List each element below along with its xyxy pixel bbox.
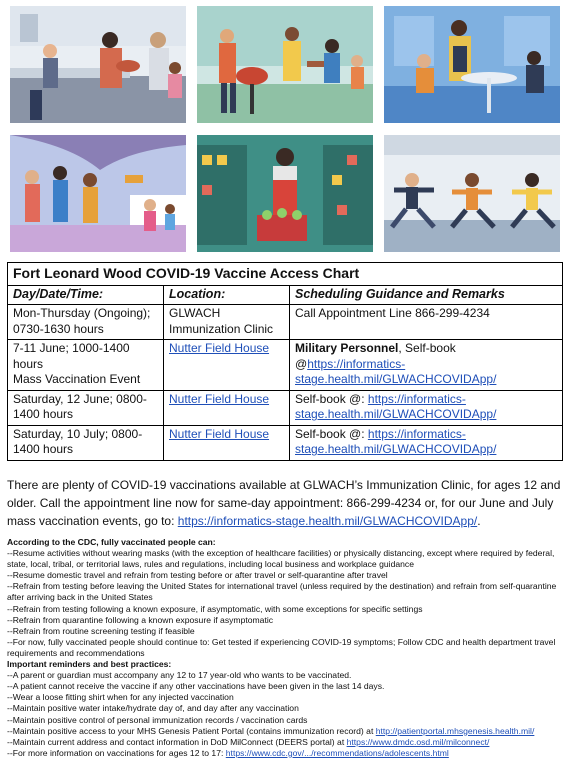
row-location: GLWACH Immunization Clinic <box>164 305 290 340</box>
table-title: Fort Leonard Wood COVID-19 Vaccine Access Chart <box>8 263 563 286</box>
reminder-item <box>7 726 567 737</box>
reminder-text: --Maintain positive water intake/hydrate day of, and day after any vaccination <box>7 703 299 714</box>
cdc-item: --For now, fully vaccinated people should continue to: Get tested if experiencing COVID-19 symptoms; Follow CDC and health department travel requirements and recommendations <box>7 636 556 658</box>
family-cooking-illustration <box>10 6 186 123</box>
location-link[interactable]: Nutter Field House <box>169 426 270 441</box>
neighborhood-party-illustration <box>10 135 186 252</box>
cdc-item: --Resume activities without wearing masks (with the exception of healthcare facilities) or physically distancing, except where required by federal, state, local, tribal, or territorial laws, rules and regulations, including local business and workplace guidance <box>7 548 555 570</box>
reminder-text: --Maintain positive access to your MHS Genesis Patient Portal (contains immunization record) at <box>7 725 376 736</box>
remarks-text: Call Appointment Line 866-299-4234 <box>295 306 490 320</box>
header-day: Day/Date/Time: <box>8 285 164 305</box>
backyard-barbecue-illustration <box>197 6 373 123</box>
reminder-item <box>7 737 567 748</box>
table-row <box>8 340 563 391</box>
yoga-class-illustration <box>384 135 560 252</box>
row-day: Mon-Thursday (Ongoing); 0730-1630 hours <box>8 305 164 340</box>
patient-portal-link[interactable]: http://patientportal.mhsgenesis.health.mil/ <box>375 725 535 736</box>
reminder-item <box>7 681 567 692</box>
row-location <box>164 340 290 391</box>
reminder-item <box>7 703 567 714</box>
grocery-shopping-illustration <box>197 135 373 252</box>
cdc-item: --Resume domestic travel and refrain from testing before or after travel or self-quarantine after travel <box>7 570 388 581</box>
header-location: Location: <box>164 285 290 305</box>
cdc-item: --Refrain from testing following a known exposure, if asymptomatic, with some exceptions for specific settings <box>7 603 423 614</box>
booking-link[interactable]: https://informatics-stage.health.mil/GLWACHCOVIDApp/ <box>295 356 497 386</box>
remarks-text: , Self-book @ <box>295 341 456 371</box>
milconnect-link[interactable]: https://www.dmdc.osd.mil/milconnect/ <box>346 736 490 747</box>
paragraph-link[interactable]: https://informatics-stage.health.mil/GLWACHCOVIDApp/ <box>177 514 478 528</box>
reminders-heading: Important reminders and best practices: <box>7 659 172 670</box>
reminder-text: --Maintain positive control of personal immunization records / vaccination cards <box>7 714 308 725</box>
table-row <box>8 305 563 340</box>
row-location <box>164 390 290 425</box>
row-day: Saturday, 12 June; 0800-1400 hours <box>8 390 164 425</box>
reminder-text: --For more information on vaccinations for ages 12 to 17: <box>7 747 226 758</box>
reminder-item <box>7 715 567 726</box>
booking-link[interactable]: https://informatics-stage.health.mil/GLWACHCOVIDApp/ <box>295 426 497 456</box>
reminder-text: --A parent or guardian must accompany any 12 to 17 year-old who wants to be vaccinated. <box>7 670 352 681</box>
cdc-item: --Refrain from testing before leaving the United States for international travel (unless required by the destination) and refrain from self-quarantine after arriving back in the United States <box>7 581 557 603</box>
remarks-text: Self-book @: <box>295 426 368 441</box>
cdc-item: --Refrain from quarantine following a known exposure if asymptomatic <box>7 614 274 625</box>
table-row <box>8 425 563 460</box>
cdc-heading: According to the CDC, fully vaccinated people can: <box>7 537 216 547</box>
row-day <box>8 340 164 391</box>
booking-link[interactable]: https://informatics-stage.health.mil/GLWACHCOVIDApp/ <box>295 391 497 421</box>
reminder-item <box>7 670 567 681</box>
vaccine-access-table <box>7 262 563 461</box>
row-location <box>164 425 290 460</box>
row-remarks <box>290 390 563 425</box>
reminder-item <box>7 692 567 703</box>
info-paragraph <box>7 476 563 530</box>
location-link[interactable]: Nutter Field House <box>169 391 270 406</box>
paragraph-end: . <box>477 514 481 528</box>
illustration-grid <box>10 6 562 252</box>
row-remarks <box>290 340 563 391</box>
reminder-text: --Maintain current address and contact information in DoD MilConnect (DEERS portal) at <box>7 736 347 747</box>
header-remarks: Scheduling Guidance and Remarks <box>290 285 563 305</box>
row-remarks <box>290 305 563 340</box>
table-row <box>8 390 563 425</box>
cdc-adolescents-link[interactable]: https://www.cdc.gov/.../recommendations/adolescents.html <box>225 747 449 758</box>
reminder-text: --Wear a loose fitting shirt when for any injected vaccination <box>7 692 234 703</box>
row-day: Saturday, 10 July; 0800-1400 hours <box>8 425 164 460</box>
notes-section <box>7 537 567 759</box>
table-header-row <box>8 285 563 305</box>
cafe-dining-illustration <box>384 6 560 123</box>
reminder-item <box>7 748 567 759</box>
reminder-text: --A patient cannot receive the vaccine if any other vaccinations have been given in the last 14 days. <box>7 681 385 692</box>
remarks-bold: Military Personnel <box>295 341 399 355</box>
row-remarks <box>290 425 563 460</box>
cdc-item: --Refrain from routine screening testing if feasible <box>7 625 195 636</box>
row-day-text: 7-11 June; 1000-1400 hours Mass Vaccination Event <box>13 341 141 386</box>
remarks-text: Self-book @: <box>295 391 368 406</box>
location-link[interactable]: Nutter Field House <box>169 341 270 355</box>
paragraph-text: There are plenty of COVID-19 vaccinations available at GLWACH’s Immunization Clinic, for ages 12 and older. Call the appointment line now for same-day appointment: 866-299-4234 or, for our June and July mass vaccination events, go to: <box>7 478 561 528</box>
